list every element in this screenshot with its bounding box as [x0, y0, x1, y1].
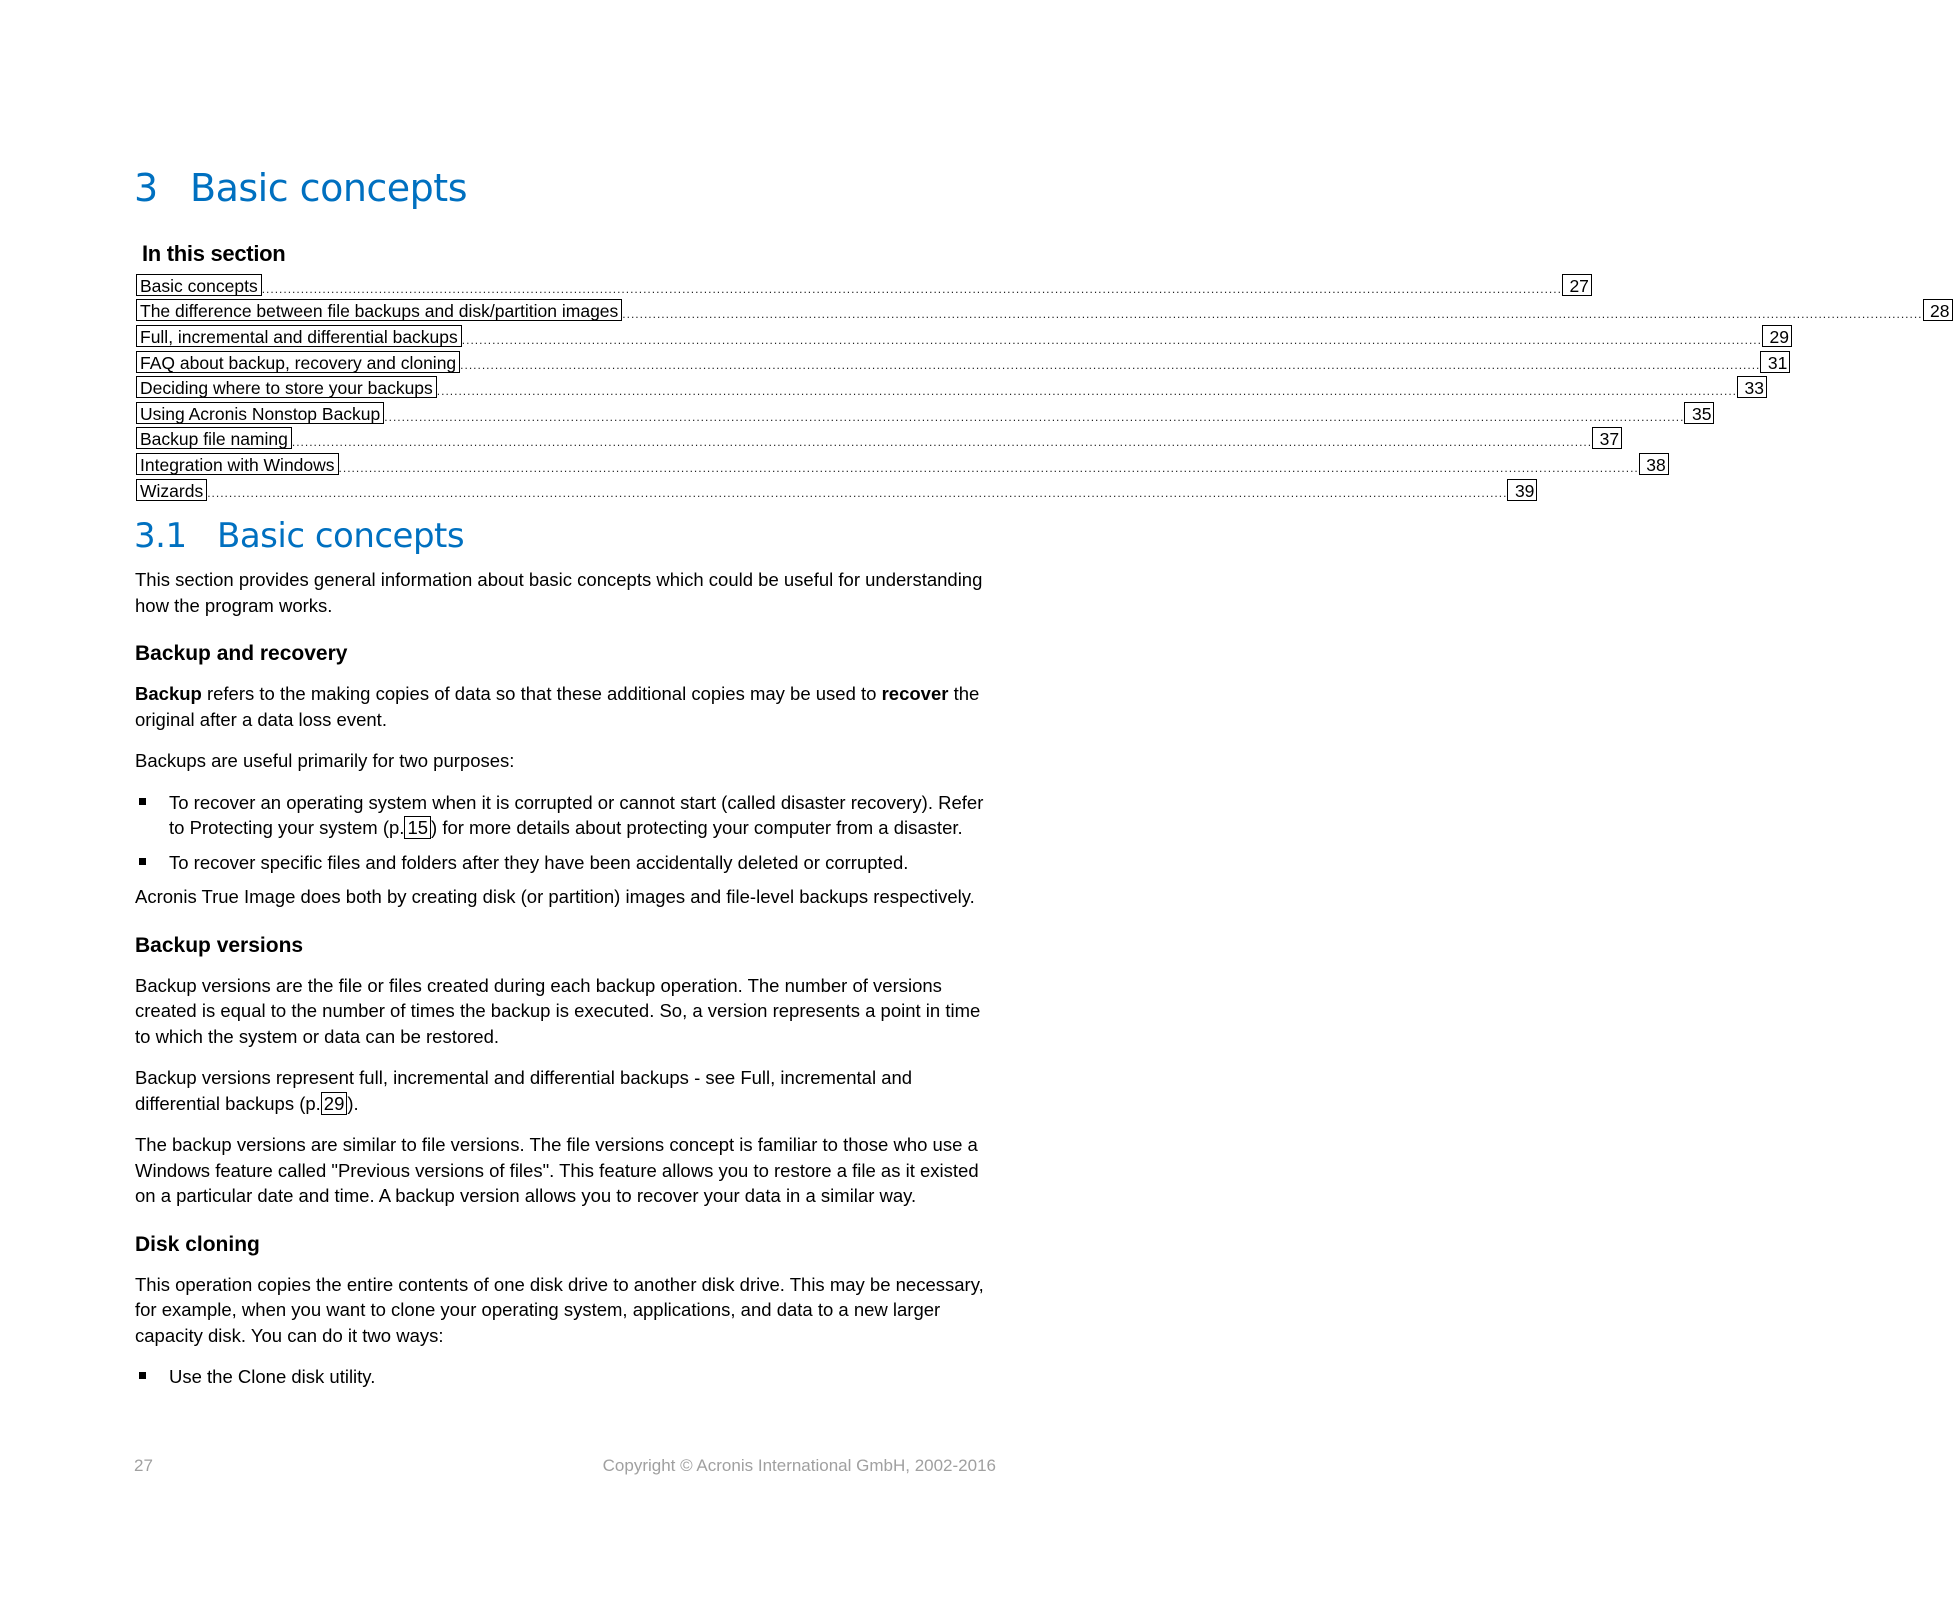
toc-leader-dots: ............................................................................................................................................................................................................................................................................................................ [338, 460, 1639, 475]
toc-entry-page[interactable]: 37 [1592, 427, 1622, 449]
toc-entry-page[interactable]: 29 [1762, 325, 1792, 347]
toc-entry-file-naming[interactable] [136, 426, 1620, 452]
toc-entry-label[interactable]: Basic concepts [136, 274, 262, 296]
disk-cloning-heading: Disk cloning [135, 1232, 260, 1256]
toc-entry-faq[interactable] [136, 349, 1788, 375]
toc-entry-page[interactable]: 27 [1562, 274, 1592, 296]
toc-entry-page[interactable]: 38 [1639, 453, 1669, 475]
list-item: To recover an operating system when it is corrupted or cannot start (called disaster recovery). Refer to Protecting your system (p. 15 ) for more details about protecting your computer from a disaster. [135, 790, 995, 841]
section-title [134, 516, 464, 556]
toc-entry-page[interactable]: 31 [1760, 351, 1790, 373]
versions-paragraph-2: Backup versions represent full, incremental and differential backups - see Full, incremental and differential backups (p. 29 ). [135, 1067, 913, 1114]
toc-entry-label[interactable]: Deciding where to store your backups [136, 376, 437, 398]
backup-purposes-paragraph: Backups are useful primarily for two purposes: [135, 750, 515, 771]
toc-leader-dots: ............................................................................................................................................................................................................................................................................................................ [207, 486, 1508, 501]
toc-heading: In this section [142, 241, 286, 266]
toc-entry-page[interactable]: 33 [1737, 376, 1767, 398]
chapter-number: 3 [134, 166, 158, 210]
toc-entry-label[interactable]: Wizards [136, 479, 207, 501]
recover-term: recover [881, 683, 949, 704]
section-title-text: Basic concepts [217, 516, 465, 556]
toc-leader-dots: ............................................................................................................................................................................................................................................................................................................ [461, 332, 1762, 347]
toc-entry-basic-concepts[interactable] [136, 272, 1589, 298]
page-reference-link[interactable]: 29 [321, 1092, 348, 1115]
toc-entry-full-incremental-differential[interactable] [136, 323, 1789, 349]
backup-definition-paragraph: Backup refers to the making copies of data so that these additional copies may be used to recover the original after a data loss event. [135, 683, 980, 730]
toc-entry-page[interactable]: 35 [1684, 402, 1714, 424]
section-number: 3.1 [134, 516, 187, 556]
toc-entry-difference-file-disk[interactable] [136, 298, 1950, 324]
backup-term: Backup [135, 683, 202, 704]
toc-leader-dots: ............................................................................................................................................................................................................................................................................................................ [384, 409, 1685, 424]
acronis-images-paragraph: Acronis True Image does both by creating disk (or partition) images and file-level backups respectively. [135, 886, 975, 907]
versions-paragraph-1: Backup versions are the file or files created during each backup operation. The number of versions created is equal to the number of times the backup is executed. So, a version represents a point in time to which the system or data can be restored. [135, 974, 981, 1047]
toc-entry-wizards[interactable] [136, 477, 1535, 503]
chapter-title [134, 166, 467, 210]
toc-leader-dots: ............................................................................................................................................................................................................................................................................................................ [261, 281, 1562, 296]
purposes-list [135, 790, 995, 876]
toc-leader-dots: ............................................................................................................................................................................................................................................................................................................ [622, 307, 1923, 322]
toc-entry-label[interactable]: The difference between file backups and disk/partition images [136, 299, 622, 321]
intro-paragraph: This section provides general information about basic concepts which could be useful for understanding how the program works. [135, 569, 983, 616]
toc-entry-page[interactable]: 28 [1923, 299, 1953, 321]
page-reference-link[interactable]: 15 [404, 816, 431, 839]
toc-entry-label[interactable]: Full, incremental and differential backups [136, 325, 462, 347]
toc-leader-dots: ............................................................................................................................................................................................................................................................................................................ [291, 435, 1593, 450]
backup-versions-heading: Backup versions [135, 933, 304, 957]
toc-entry-windows-integration[interactable] [136, 451, 1666, 477]
toc-entry-nonstop-backup[interactable] [136, 400, 1712, 426]
toc-entry-where-to-store[interactable] [136, 374, 1764, 400]
footer-page-number: 27 [134, 1456, 153, 1475]
toc-entry-label[interactable]: Backup file naming [136, 427, 292, 449]
toc-leader-dots: ............................................................................................................................................................................................................................................................................................................ [436, 383, 1737, 398]
cloning-paragraph: This operation copies the entire contents of one disk drive to another disk drive. This may be necessary, for example, when you want to clone your operating system, applications, and data to a new larger capacity disk. You can do it two ways: [135, 1273, 984, 1346]
footer-copyright: Copyright © Acronis International GmbH, 2002-2016 [602, 1456, 996, 1475]
list-item: To recover specific files and folders after they have been accidentally deleted or corrupted. [135, 850, 995, 876]
toc-leader-dots: ............................................................................................................................................................................................................................................................................................................ [460, 358, 1761, 373]
toc-entry-page[interactable]: 39 [1507, 479, 1537, 501]
toc-list [136, 272, 1950, 502]
section-body [135, 567, 995, 1399]
chapter-title-text: Basic concepts [190, 166, 467, 210]
toc-entry-label[interactable]: FAQ about backup, recovery and cloning [136, 351, 460, 373]
toc-entry-label[interactable]: Using Acronis Nonstop Backup [136, 402, 384, 424]
toc-entry-label[interactable]: Integration with Windows [136, 453, 339, 475]
versions-paragraph-3: The backup versions are similar to file versions. The file versions concept is familiar to those who use a Windows feature called "Previous versions of files". This feature allows you to restore a file as it existed on a particular date and time. A backup version allows you to recover your data in a similar way. [135, 1134, 979, 1206]
cloning-list [135, 1364, 995, 1390]
backup-recovery-heading: Backup and recovery [135, 642, 348, 665]
list-item: Use the Clone disk utility. [135, 1364, 995, 1390]
